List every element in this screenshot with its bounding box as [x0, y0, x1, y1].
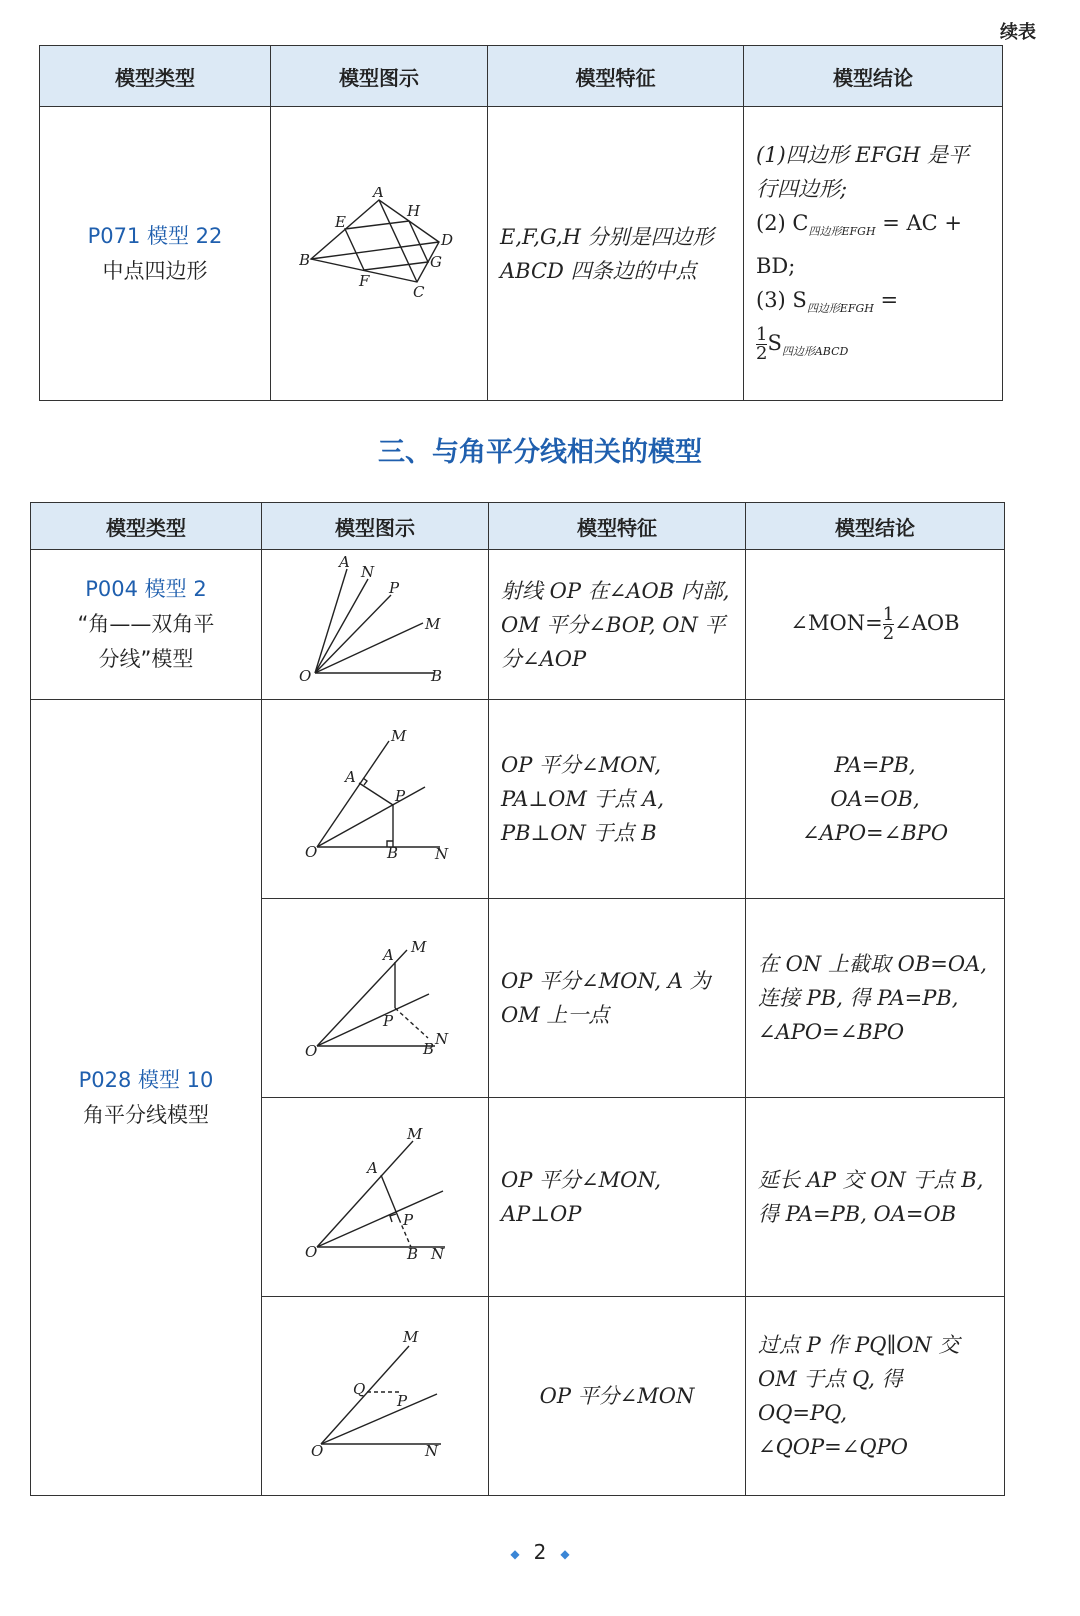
- model-type-cell: [31, 550, 262, 700]
- bisector-extend-figure: [295, 1125, 455, 1265]
- bisector-parallel-figure: [295, 1324, 455, 1464]
- label-N: N: [435, 845, 449, 863]
- label-F: F: [359, 271, 370, 290]
- conclusion-cell: ∠MON= $\frac{1}{2}$ ∠AOB: [746, 550, 1005, 700]
- label-O: O: [311, 1442, 324, 1460]
- model-name: 角平分线模型: [83, 1102, 209, 1127]
- label-P: P: [389, 579, 400, 597]
- feature-cell: OP 平分∠MON, A 为 OM 上一点: [489, 899, 746, 1098]
- figure-cell: [262, 1297, 489, 1496]
- diamond-icon: ◆: [510, 1546, 520, 1561]
- bisector-perpendicular-figure: [295, 727, 455, 867]
- table-row: [31, 550, 1005, 700]
- label-A: A: [383, 946, 394, 964]
- label-A: A: [345, 768, 356, 786]
- conclusion-cell: [746, 700, 1005, 899]
- conclusion-line: PA=PB,: [834, 753, 916, 777]
- label-O: O: [305, 843, 318, 861]
- header-type: 模型类型: [31, 503, 262, 550]
- label-O: O: [299, 667, 312, 685]
- model-ref: P004 模型 2: [85, 577, 207, 601]
- label-G: G: [430, 252, 442, 271]
- figure-cell: [262, 550, 489, 700]
- label-M: M: [407, 1125, 423, 1143]
- conclusion-line: ∠APO=∠BPO: [801, 821, 949, 845]
- label-M: M: [391, 727, 407, 745]
- feature-cell: 射线 OP 在∠AOB 内部, OM 平分∠BOP, ON 平分∠AOP: [489, 550, 746, 700]
- double-bisector-figure: [295, 555, 455, 690]
- header-type: 模型类型: [40, 46, 271, 107]
- header-feature: 模型特征: [489, 503, 746, 550]
- label-H: H: [407, 201, 421, 220]
- conclusion-2: (2) $C_{四边形EFGH}$ = AC + BD;: [756, 210, 963, 278]
- conclusion-cell: 延长 AP 交 ON 于点 B, 得 PA=PB, OA=OB: [746, 1098, 1005, 1297]
- label-Q: Q: [353, 1380, 366, 1398]
- label-B: B: [299, 250, 311, 269]
- label-B: B: [431, 667, 443, 685]
- label-M: M: [403, 1328, 419, 1346]
- label-A: A: [367, 1159, 378, 1177]
- label-N: N: [435, 1030, 449, 1048]
- table-header-row: [40, 46, 1003, 107]
- label-P: P: [383, 1012, 394, 1030]
- label-E: E: [335, 212, 346, 231]
- label-B: B: [407, 1245, 419, 1263]
- feature-cell: OP 平分∠MON, PA⊥OM 于点 A, PB⊥ON 于点 B: [489, 700, 746, 899]
- label-N: N: [431, 1245, 445, 1263]
- header-figure: 模型图示: [262, 503, 489, 550]
- table-angle-bisector: [30, 502, 1005, 1496]
- figure-cell: [262, 899, 489, 1098]
- conclusion-cell: 在 ON 上截取 OB=OA, 连接 PB, 得 PA=PB, ∠APO=∠BPO: [746, 899, 1005, 1098]
- table-midpoint: [39, 45, 1003, 401]
- table-row: [40, 107, 1003, 401]
- feature-cell: OP 平分∠MON, AP⊥OP: [489, 1098, 746, 1297]
- feature-cell: E,F,G,H 分别是四边形 ABCD 四条边的中点: [488, 107, 744, 401]
- diamond-icon: ◆: [560, 1546, 570, 1561]
- conclusion-3b: $\frac{1}{2}$ $S_{四边形ABCD}$: [756, 324, 849, 365]
- header-conclusion: 模型结论: [746, 503, 1005, 550]
- conclusion-line: OA=OB,: [830, 787, 920, 811]
- label-N: N: [361, 563, 375, 581]
- header-figure: 模型图示: [271, 46, 488, 107]
- label-P: P: [395, 787, 406, 805]
- model-name: “角——双角平: [77, 612, 215, 636]
- label-A: A: [373, 186, 384, 201]
- label-B: B: [423, 1040, 435, 1058]
- model-ref: P028 模型 10: [78, 1067, 214, 1092]
- label-P: P: [397, 1392, 408, 1410]
- label-O: O: [305, 1042, 318, 1060]
- model-type-cell: [31, 700, 262, 1496]
- midpoint-quadrilateral-figure: [299, 187, 459, 317]
- model-name: 中点四边形: [102, 258, 208, 283]
- figure-cell: [262, 700, 489, 899]
- label-D: D: [441, 230, 454, 249]
- label-A: A: [339, 555, 350, 571]
- figure-cell: [271, 107, 488, 401]
- table-header-row: [31, 503, 1005, 550]
- label-M: M: [425, 615, 441, 633]
- table-row: [31, 700, 1005, 899]
- page-number: 2: [533, 1540, 547, 1564]
- label-P: P: [403, 1211, 414, 1229]
- label-B: B: [387, 844, 399, 862]
- label-C: C: [413, 282, 425, 301]
- bisector-cut-figure: [295, 926, 455, 1066]
- conclusion-cell: [744, 107, 1003, 401]
- section-title: 三、与角平分线相关的模型: [378, 437, 702, 468]
- conclusion-cell: 过点 P 作 PQ∥ON 交 OM 于点 Q, 得 OQ=PQ, ∠QOP=∠QPO: [746, 1297, 1005, 1496]
- model-type-cell: [40, 107, 271, 401]
- label-O: O: [305, 1243, 318, 1261]
- label-N: N: [425, 1442, 439, 1460]
- label-M: M: [411, 938, 427, 956]
- header-feature: 模型特征: [488, 46, 744, 107]
- conclusion-3: (3) $S_{四边形EFGH}$ =: [756, 287, 899, 316]
- conclusion-1: (1)四边形 EFGH 是平行四边形;: [756, 142, 970, 201]
- feature-cell: OP 平分∠MON: [489, 1297, 746, 1496]
- figure-cell: [262, 1098, 489, 1297]
- header-conclusion: 模型结论: [744, 46, 1003, 107]
- model-ref: P071 模型 22: [87, 223, 223, 248]
- model-name: 分线”模型: [98, 647, 194, 671]
- continue-label: 续表: [1000, 22, 1036, 43]
- page-footer: [0, 1540, 1080, 1564]
